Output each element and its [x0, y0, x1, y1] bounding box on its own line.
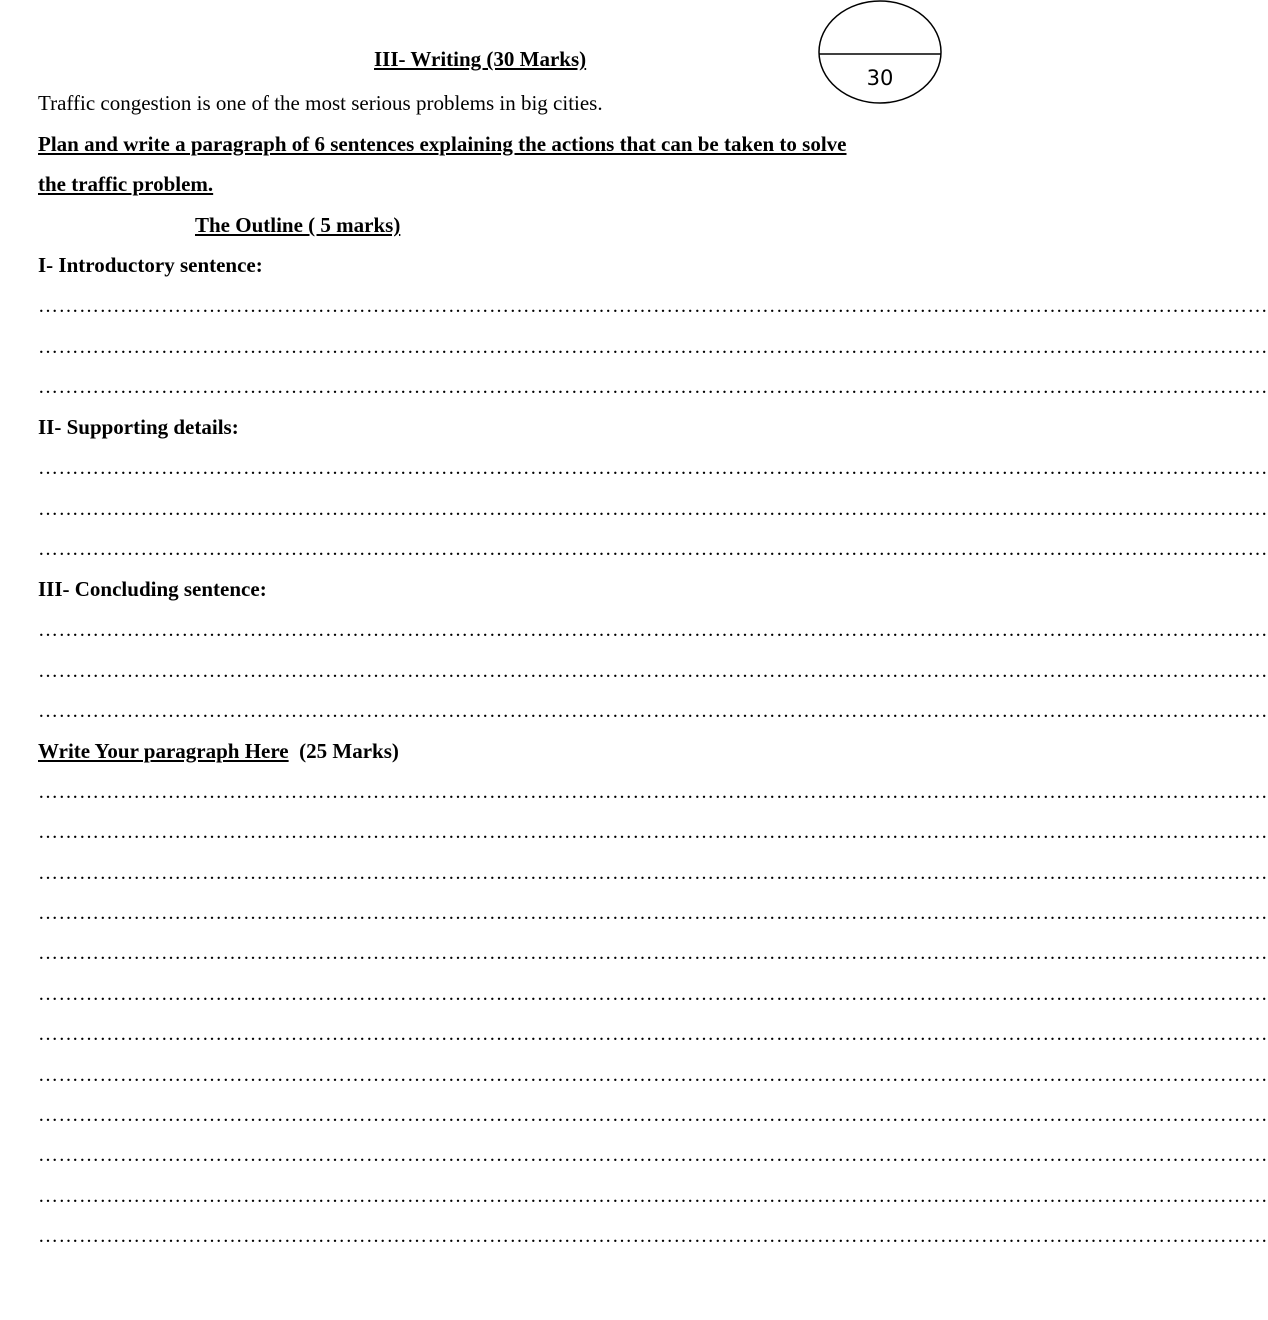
task-instruction-line-1: Plan and write a paragraph of 6 sentences explaining the actions that can be taken to solve	[38, 132, 847, 156]
answer-line[interactable]: ………………………………………………………………………………………………………………………………………………………………	[38, 295, 1268, 317]
paragraph-line[interactable]: ………………………………………………………………………………………………………………………………………………………………	[38, 1144, 1268, 1166]
answer-line[interactable]: ………………………………………………………………………………………………………………………………………………………………	[38, 376, 1268, 398]
paragraph-label	[38, 739, 399, 764]
paragraph-line[interactable]: ………………………………………………………………………………………………………………………………………………………………	[38, 1185, 1268, 1207]
paragraph-line[interactable]: ………………………………………………………………………………………………………………………………………………………………	[38, 1104, 1268, 1126]
answer-line[interactable]: ………………………………………………………………………………………………………………………………………………………………	[38, 498, 1268, 520]
paragraph-line[interactable]: ………………………………………………………………………………………………………………………………………………………………	[38, 781, 1268, 803]
paragraph-line[interactable]: ………………………………………………………………………………………………………………………………………………………………	[38, 902, 1268, 924]
concluding-sentence-label: III- Concluding sentence:	[38, 577, 267, 601]
answer-line[interactable]: ………………………………………………………………………………………………………………………………………………………………	[38, 619, 1268, 641]
paragraph-line[interactable]: ………………………………………………………………………………………………………………………………………………………………	[38, 821, 1268, 843]
task-instruction-line-2: the traffic problem.	[38, 172, 214, 196]
outline-title: The Outline ( 5 marks)	[195, 213, 401, 237]
answer-line[interactable]: ………………………………………………………………………………………………………………………………………………………………	[38, 660, 1268, 682]
section-title: III- Writing (30 Marks)	[374, 47, 587, 71]
paragraph-line[interactable]: ………………………………………………………………………………………………………………………………………………………………	[38, 983, 1268, 1005]
paragraph-line[interactable]: ………………………………………………………………………………………………………………………………………………………………	[38, 1225, 1268, 1247]
paragraph-line[interactable]: ………………………………………………………………………………………………………………………………………………………………	[38, 1023, 1268, 1045]
score-box	[818, 0, 942, 104]
introductory-sentence-label: I- Introductory sentence:	[38, 253, 263, 277]
supporting-details-label: II- Supporting details:	[38, 415, 239, 439]
answer-line[interactable]: ………………………………………………………………………………………………………………………………………………………………	[38, 538, 1268, 560]
score-total: 30	[866, 66, 894, 90]
paragraph-line[interactable]: ………………………………………………………………………………………………………………………………………………………………	[38, 1064, 1268, 1086]
paragraph-line[interactable]: ………………………………………………………………………………………………………………………………………………………………	[38, 862, 1268, 884]
answer-line[interactable]: ………………………………………………………………………………………………………………………………………………………………	[38, 700, 1268, 722]
answer-line[interactable]: ………………………………………………………………………………………………………………………………………………………………	[38, 336, 1268, 358]
paragraph-line[interactable]: ………………………………………………………………………………………………………………………………………………………………	[38, 942, 1268, 964]
paragraph-marks: (25 Marks)	[299, 739, 399, 763]
paragraph-label-text: Write Your paragraph Here	[38, 739, 289, 763]
prompt-intro: Traffic congestion is one of the most serious problems in big cities.	[38, 91, 603, 115]
answer-line[interactable]: ………………………………………………………………………………………………………………………………………………………………	[38, 457, 1268, 479]
